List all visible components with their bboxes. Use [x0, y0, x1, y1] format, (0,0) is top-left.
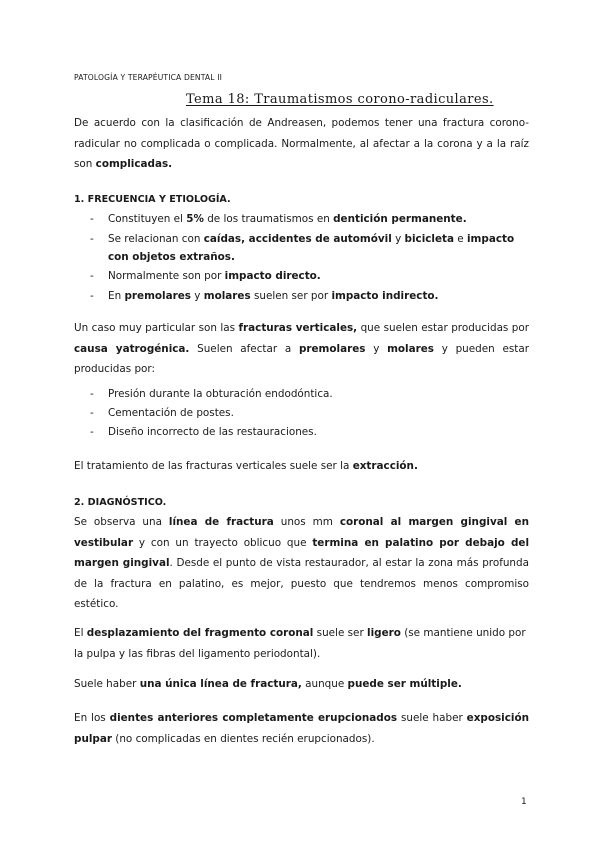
displacement-paragraph: El desplazamiento del fragmento coronal suele ser ligero (se mantiene unido por la pulpa y las fibras del ligamento periodontal). [74, 627, 526, 660]
pulp-exposure-paragraph: En los dientes anteriores completamente erupcionados suele haber exposición pulpar (no complicadas en dientes recién erupcionados). [74, 712, 530, 745]
section-1-heading: 1. FRECUENCIA Y ETIOLOGÍA. [74, 194, 231, 205]
section-2-heading: 2. DIAGNÓSTICO. [74, 497, 167, 508]
list-item: - Normalmente son por impacto directo. [90, 270, 321, 282]
list-item: - Presión durante la obturación endodóntica. [90, 388, 333, 400]
treatment-paragraph: El tratamiento de las fracturas verticales suele ser la extracción. [74, 460, 418, 472]
list-item: - Cementación de postes. [90, 407, 234, 419]
diagnosis-paragraph: Se observa una línea de fractura unos mm coronal al margen gingival en vestibular y con un trayecto oblicuo que termina en palatino por debajo del margen gingival. Desde el punto de vista restaurador, al estar la zona más profunda de la fractura en palatino, es mejor, puesto que tendremos menos compromiso estético. [74, 516, 530, 610]
list-item: - Diseño incorrecto de las restauraciones. [90, 426, 317, 438]
fracture-line-paragraph: Suele haber una única línea de fractura, aunque puede ser múltiple. [74, 678, 462, 690]
list-item: - Se relacionan con caídas, accidentes de automóvil y bicicleta e impacto con objetos extraños. [90, 233, 515, 263]
vertical-fractures-paragraph: Un caso muy particular son las fracturas verticales, que suelen estar producidas por causa yatrogénica. Suelen afectar a premolares y molares y pueden estar producidas por: [74, 322, 529, 375]
list-item: - Constituyen el 5% de los traumatismos en dentición permanente. [90, 213, 467, 225]
page-number: 1 [521, 797, 527, 807]
intro-paragraph: De acuerdo con la clasificación de Andreasen, podemos tener una fractura corono-radicular no complicada o complicada. Normalmente, al afectar a la corona y a la raíz son complicadas. [74, 117, 529, 170]
running-header: PATOLOGÍA Y TERAPÉUTICA DENTAL II [74, 73, 223, 82]
list-item: - En premolares y molares suelen ser por impacto indirecto. [90, 290, 439, 302]
page-title: Tema 18: Traumatismos corono-radiculares. [186, 92, 494, 107]
